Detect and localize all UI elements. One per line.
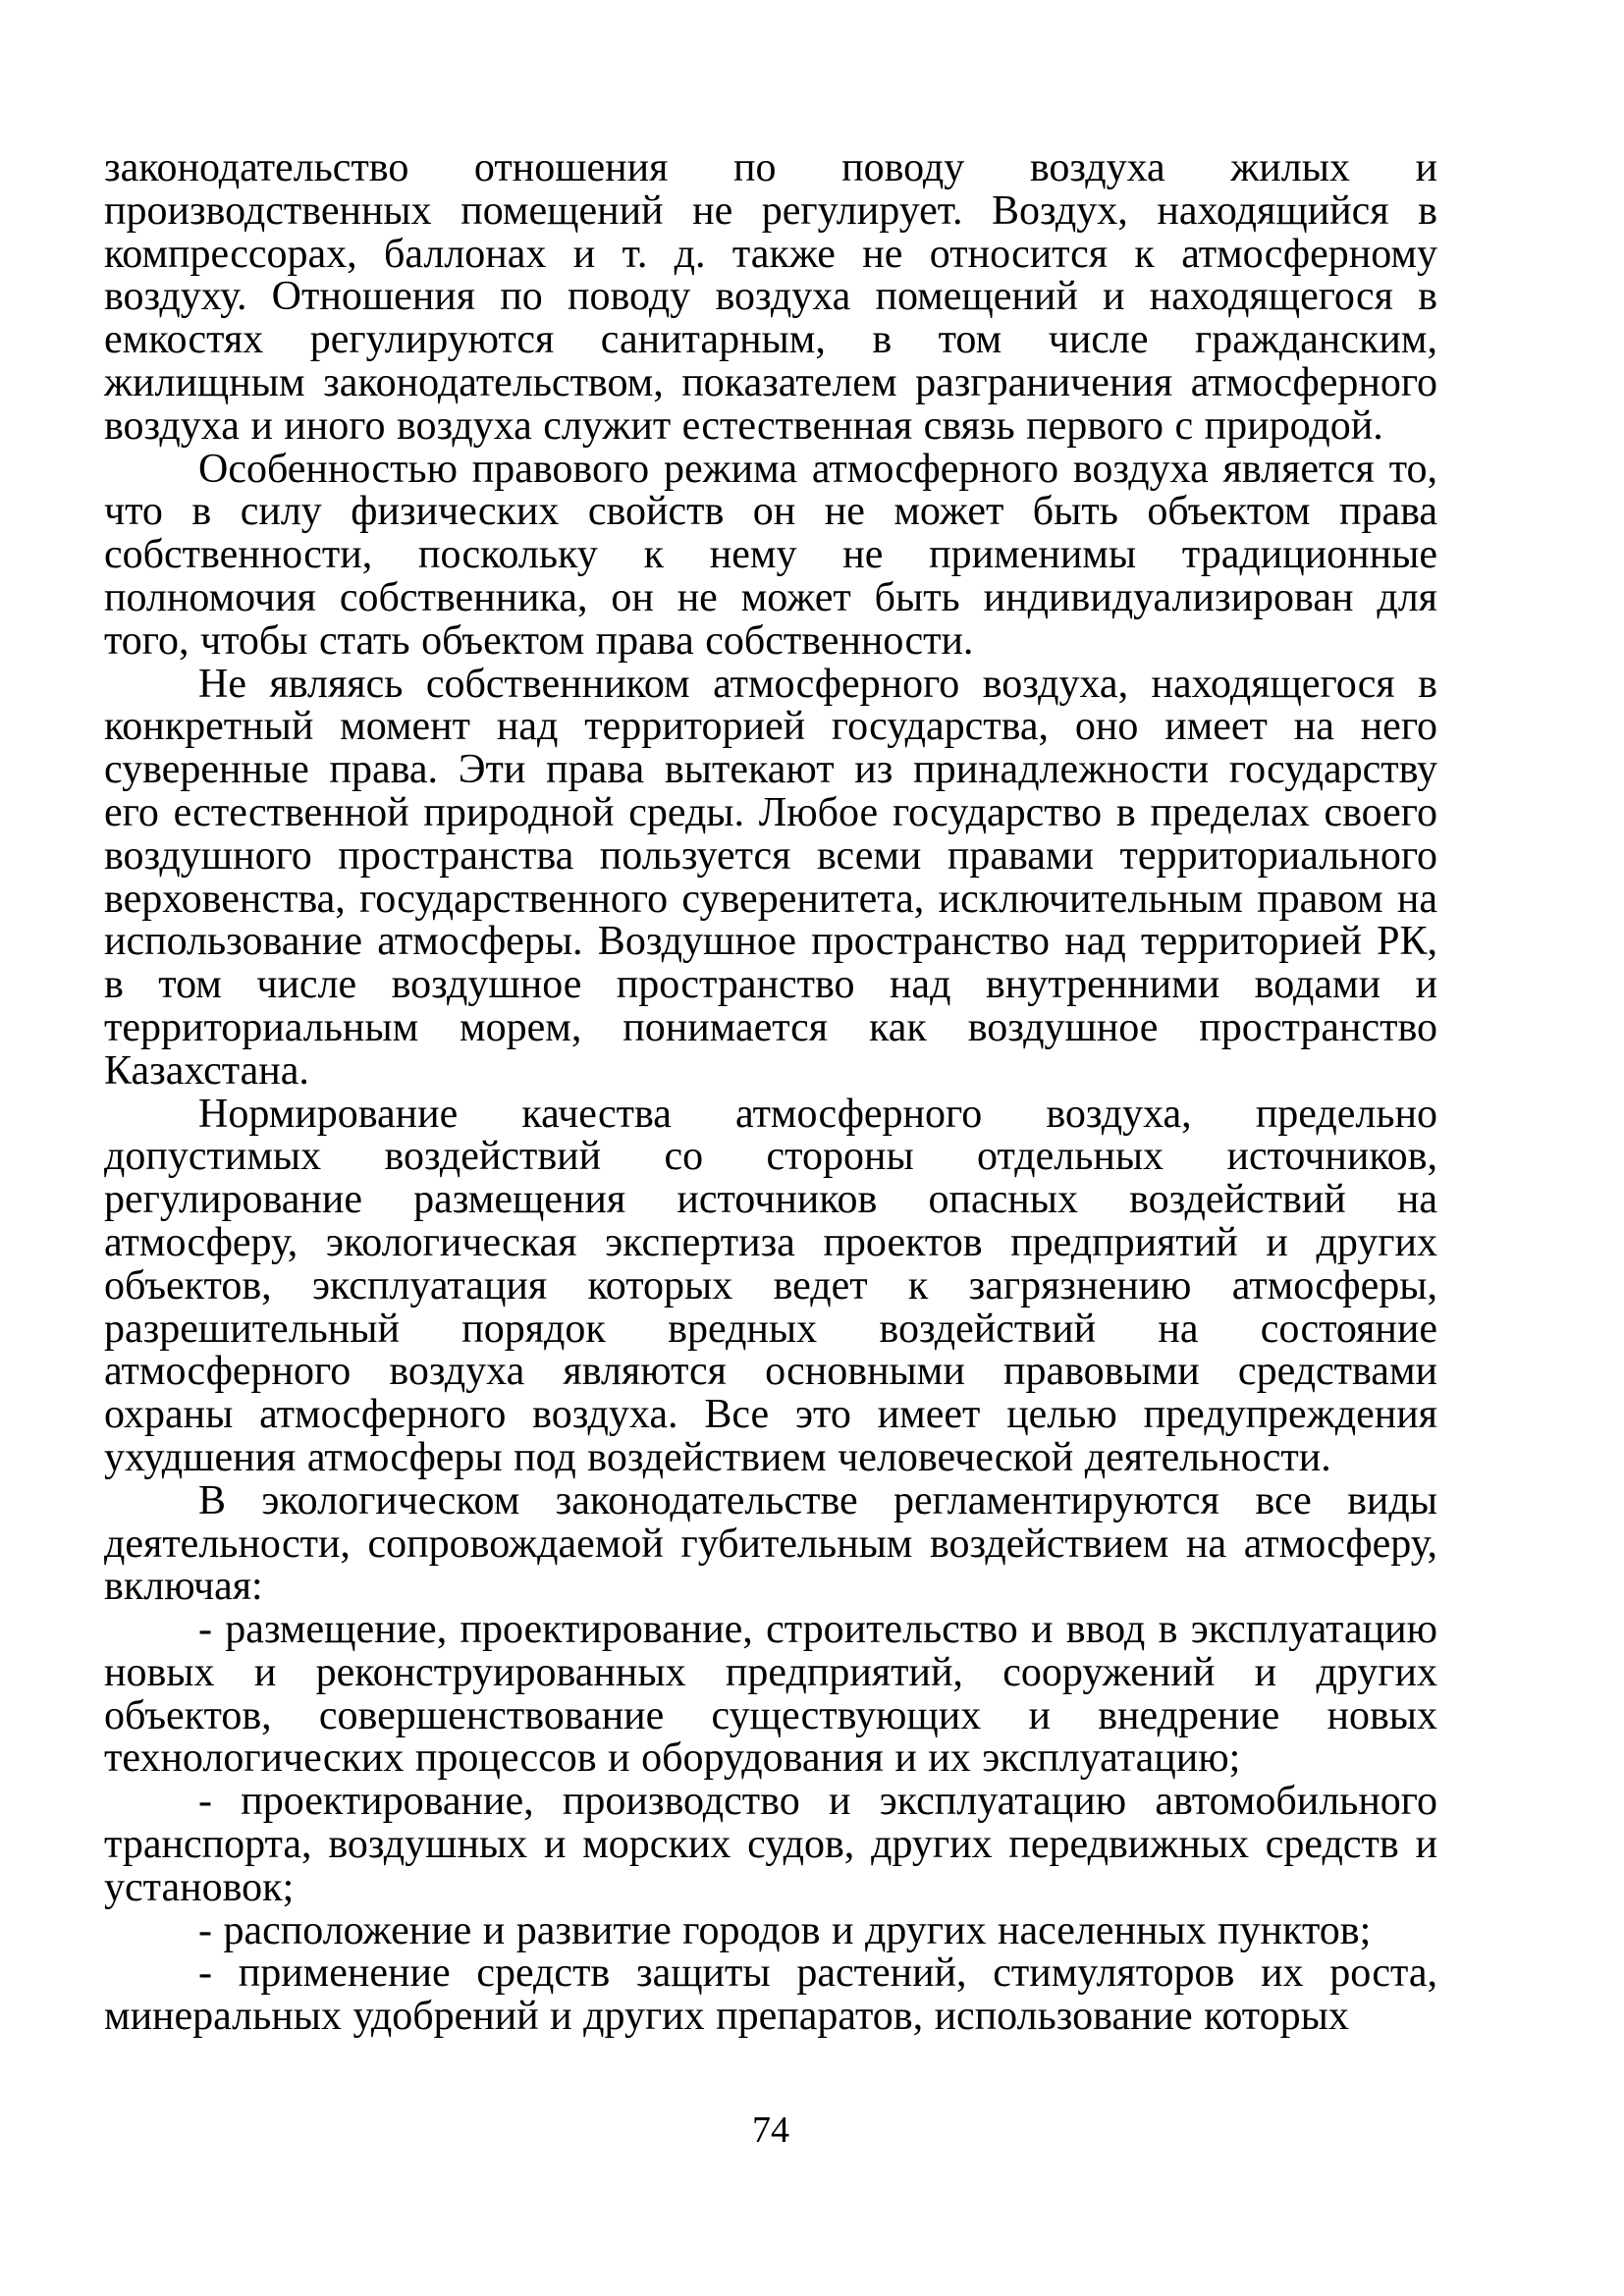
paragraph: Особенностью правового режима атмосферного воздуха является то, что в силу физических свойств он не может быть объектом права собственности, поскольку к нему не применимы традиционные полномочия собственника, он не может быть индивидуализирован для того, чтобы стать объектом права собственности. (104, 446, 1437, 664)
list-item-paragraph: - размещение, проектирование, строительство и ввод в эксплуатацию новых и реконструированных предприятий, сооружений и других объектов, совершенствование существующих и внедрение новых технологических процессов и оборудования и их эксплуатацию; (104, 1607, 1437, 1782)
page-number: 74 (752, 2109, 789, 2151)
paragraph-continuation: законодательство отношения по поводу воздуха жилых и производственных помещений не регулирует. Воздух, находящийся в компрессорах, баллонах и т. д. также не относится к атмосферному воздуху. Отношения по поводу воздуха помещений и находящегося в емкостях регулируются санитарным, в том числе гражданским, жилищным законодательством, показателем разграничения атмосферного воздуха и иного воздуха служит естественная связь первого с природой. (104, 145, 1437, 449)
paragraph: В экологическом законодательстве регламентируются все виды деятельности, сопровождаемой губительным воздействием на атмосферу, включая: (104, 1477, 1437, 1610)
list-item-paragraph: - расположение и развитие городов и других населенных пунктов; (198, 1907, 1372, 1953)
page-content (104, 147, 1437, 2039)
page-footer (104, 2109, 1437, 2152)
list-item-paragraph: - проектирование, производство и эксплуатацию автомобильного транспорта, воздушных и морских судов, других передвижных средств и установок; (104, 1779, 1437, 1910)
paragraph: Нормирование качества атмосферного воздуха, предельно допустимых воздействий со стороны отдельных источников, регулирование размещения источников опасных воздействий на атмосферу, экологическая экспертиза проектов предприятий и других объектов, эксплуатация которых ведет к загрязнению атмосферы, разрешительный порядок вредных воздействий на состояние атмосферного воздуха являются основными правовыми средствами охраны атмосферного воздуха. Все это имеет целью предупреждения ухудшения атмосферы под воздействием человеческой деятельности. (104, 1091, 1437, 1480)
paragraph: Не являясь собственником атмосферного воздуха, находящегося в конкретный момент над территорией государства, оно имеет на него суверенные права. Эти права вытекают из принадлежности государству его естественной природной среды. Любое государство в пределах своего воздушного пространства пользуется всеми правами территориального верховенства, государственного суверенитета, исключительным правом на использование атмосферы. Воздушное пространство над территорией РК, в том числе воздушное пространство над внутренними водами и территориальным морем, понимается как воздушное пространство Казахстана. (104, 661, 1437, 1094)
list-item-paragraph: - применение средств защиты растений, стимуляторов их роста, минеральных удобрений и других препаратов, использование которых (104, 1950, 1437, 2040)
